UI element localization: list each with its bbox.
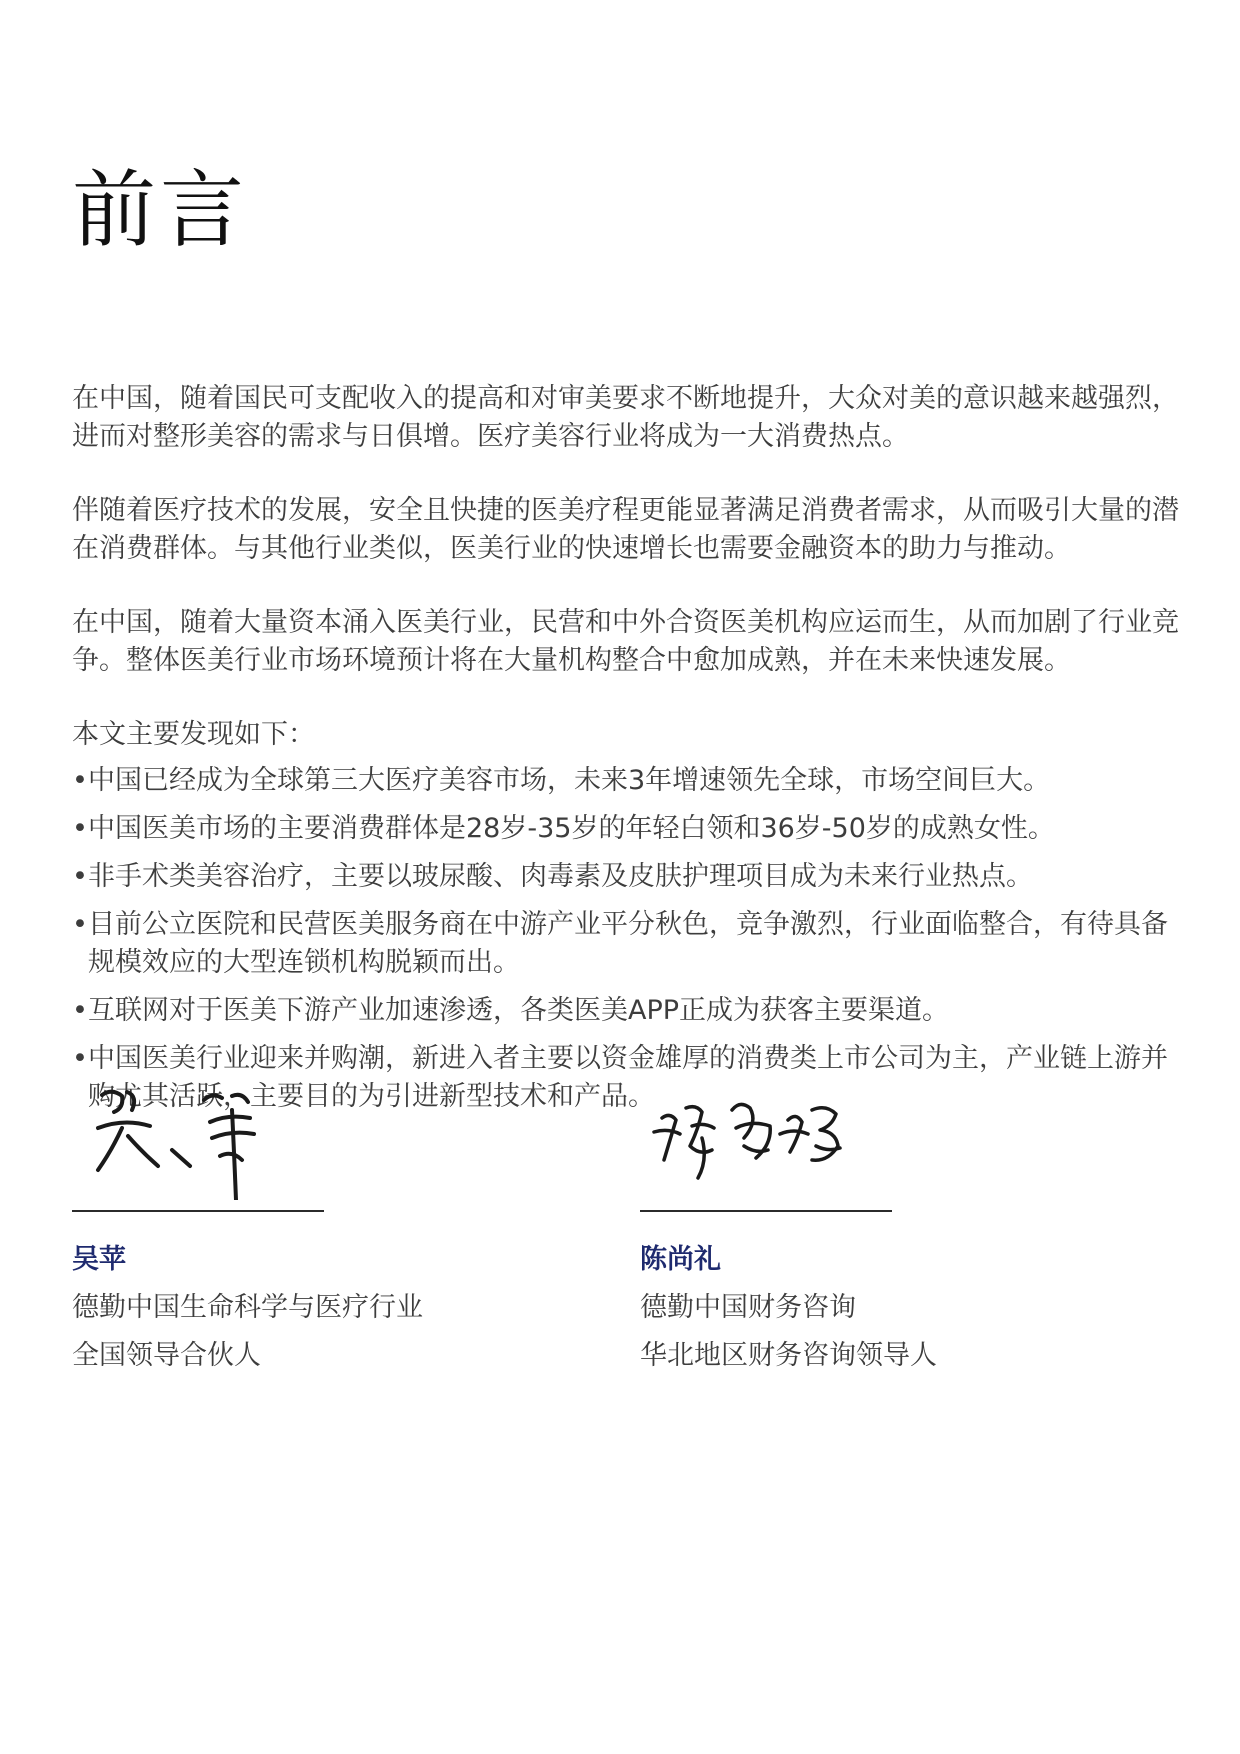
signer-title-line-2: 华北地区财务咨询领导人: [640, 1340, 937, 1371]
signer-block-2: [640, 1210, 1020, 1386]
signer-title-line-2: 全国领导合伙人: [72, 1340, 261, 1371]
finding-item-6: • 中国医美行业迎来并购潮，新进入者主要以资金雄厚的消费类上市公司为主，产业链上游并购尤其活跃，主要目的为引进新型技术和产品。: [72, 1040, 1182, 1116]
paragraph-2: 伴随着医疗技术的发展，安全且快捷的医美疗程更能显著满足消费者需求，从而吸引大量的潜在消费群体。与其他行业类似，医美行业的快速增长也需要金融资本的助力与推动。: [72, 495, 1179, 564]
handwritten-signature-2: [640, 1000, 940, 1200]
signer-name: 陈尚礼: [640, 1244, 721, 1275]
finding-item-1: • 中国已经成为全球第三大医疗美容市场，未来3年增速领先全球，市场空间巨大。: [72, 762, 1182, 800]
findings-intro: 本文主要发现如下：: [72, 719, 315, 750]
signer-block-1: [72, 1210, 452, 1386]
finding-item-2: • 中国医美市场的主要消费群体是28岁-35岁的年轻白领和36岁-50岁的成熟女性。: [72, 810, 1182, 848]
signature-line-1: [72, 1210, 324, 1212]
signer-name: 吴苹: [72, 1244, 126, 1275]
signer-title-line-1: 德勤中国财务咨询: [640, 1292, 856, 1323]
paragraph-1: 在中国，随着国民可支配收入的提高和对审美要求不断地提升，大众对美的意识越来越强烈，进而对整形美容的需求与日俱增。医疗美容行业将成为一大消费热点。: [72, 383, 1179, 452]
signature-line-2: [640, 1210, 892, 1212]
signer-title-line-1: 德勤中国生命科学与医疗行业: [72, 1292, 423, 1323]
page-title: 前言: [72, 161, 249, 259]
finding-item-5: • 互联网对于医美下游产业加速渗透，各类医美APP正成为获客主要渠道。: [72, 992, 1182, 1030]
finding-item-4: • 目前公立医院和民营医美服务商在中游产业平分秋色，竞争激烈，行业面临整合，有待具备规模效应的大型连锁机构脱颖而出。: [72, 906, 1182, 982]
paragraph-3: 在中国，随着大量资本涌入医美行业，民营和中外合资医美机构应运而生，从而加剧了行业竞争。整体医美行业市场环境预计将在大量机构整合中愈加成熟，并在未来快速发展。: [72, 607, 1179, 676]
finding-item-3: • 非手术类美容治疗，主要以玻尿酸、肉毒素及皮肤护理项目成为未来行业热点。: [72, 858, 1182, 896]
handwritten-signature-1: [72, 1000, 372, 1200]
